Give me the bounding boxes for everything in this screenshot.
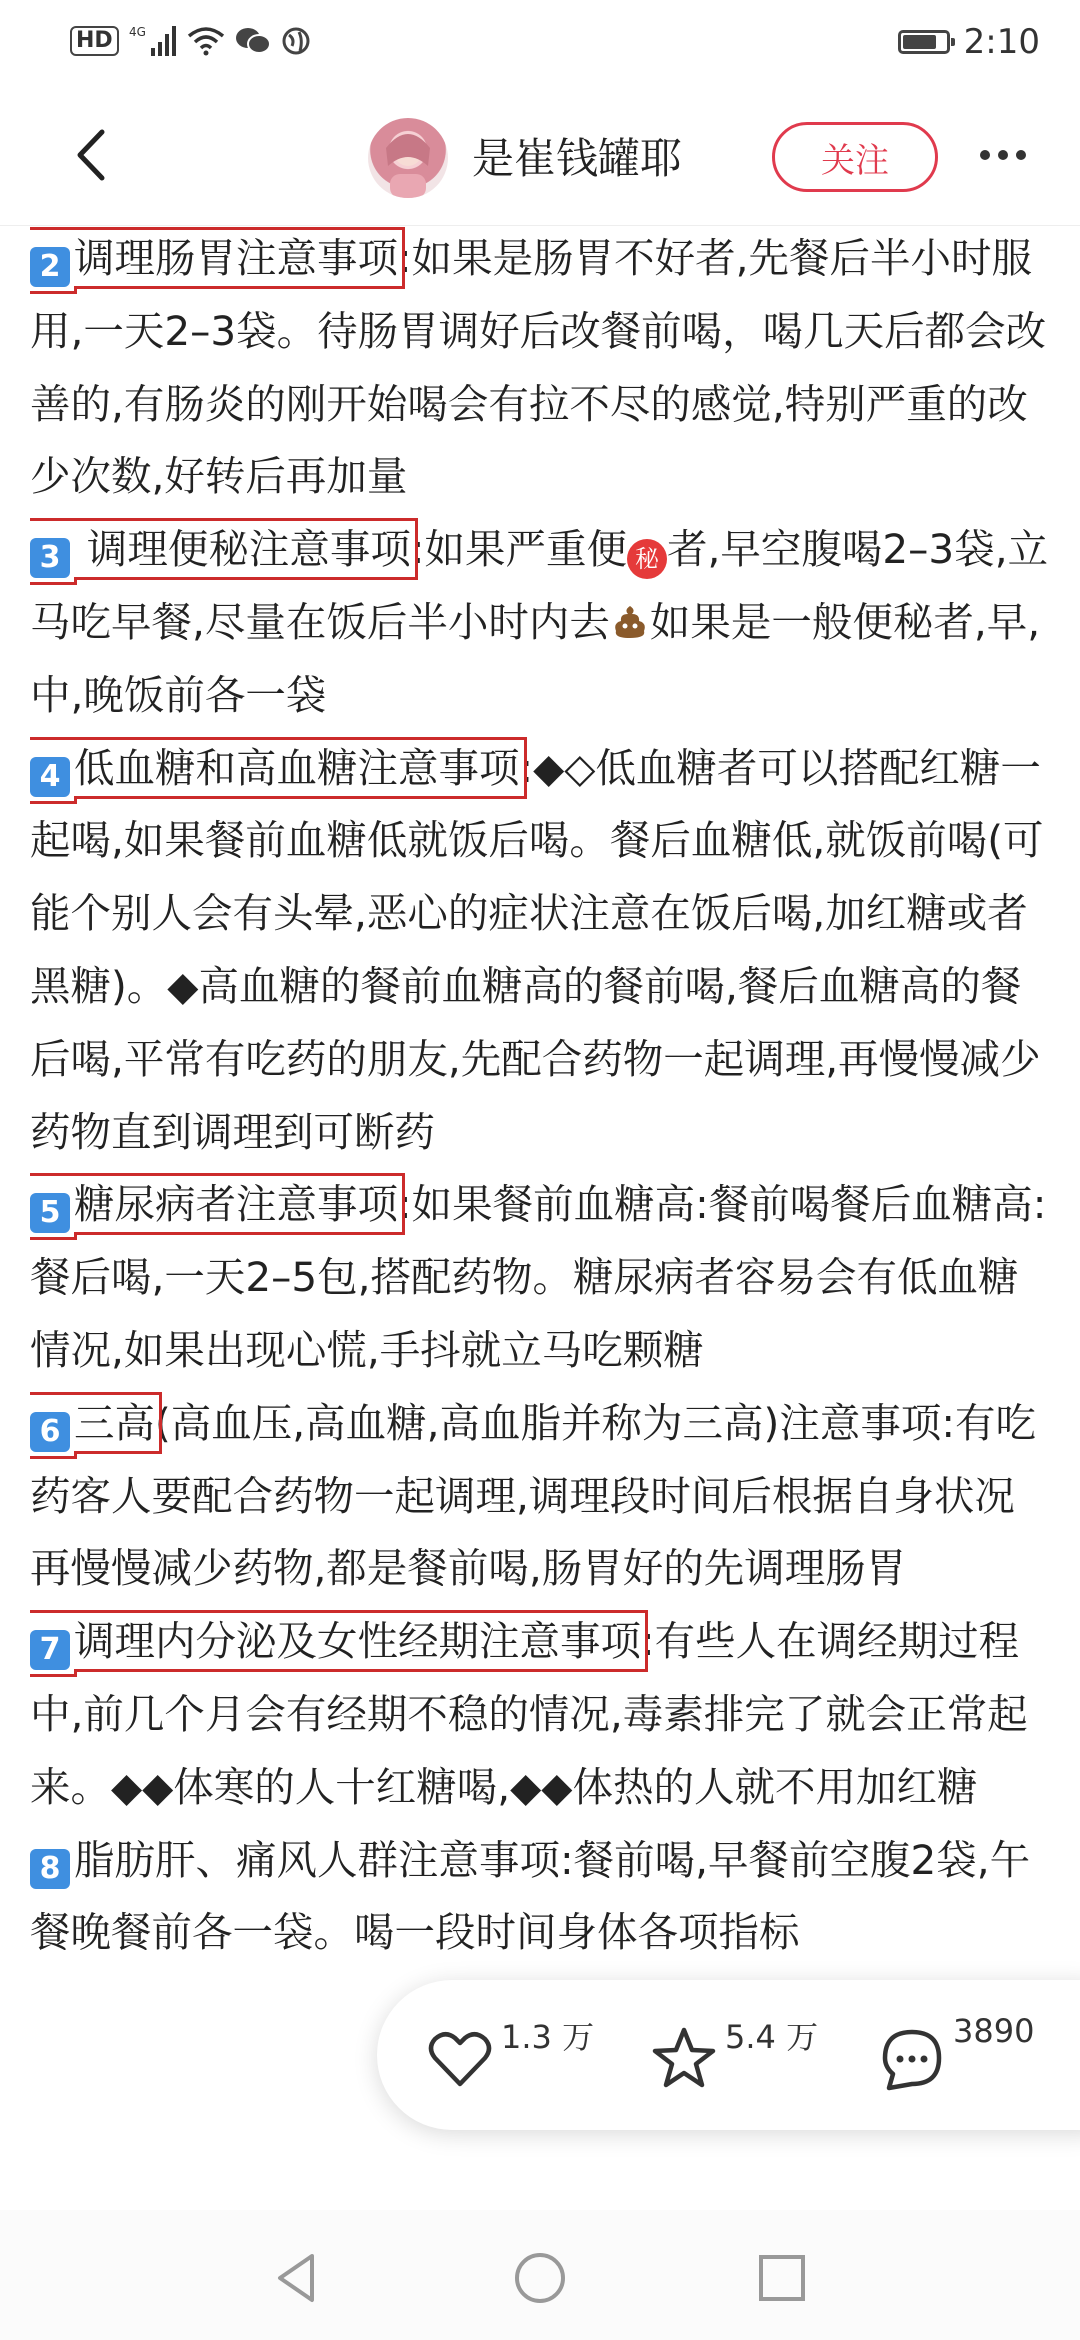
section-title-2: [30, 234, 398, 282]
nav-home-icon[interactable]: [510, 2248, 570, 2308]
secret-emoji-icon: 秘: [627, 539, 667, 579]
keycap-6-icon: 6: [30, 1412, 70, 1452]
keycap-5-icon: 5: [30, 1193, 70, 1233]
paragraph-body: :如果餐前血糖高:餐前喝餐后血糖高:餐后喝,一天2–5包,搭配药物。糖尿病者容易会有低血糖情况,如果出现心慌,手抖就立马吃颗糖: [30, 1180, 1047, 1374]
favorite-count: 5.4 万: [725, 2018, 819, 2056]
back-icon[interactable]: [60, 120, 130, 190]
keycap-7-icon: 7: [30, 1630, 70, 1670]
follow-button[interactable]: 关注: [772, 122, 938, 192]
avatar[interactable]: [368, 118, 448, 198]
nav-back-icon[interactable]: [268, 2248, 328, 2308]
more-options-icon[interactable]: [980, 140, 1040, 170]
paragraph-2: [30, 222, 1050, 513]
comment-count: 3890: [953, 2012, 1035, 2050]
keycap-4-icon: 4: [30, 757, 70, 797]
section-title-6: [30, 1399, 155, 1447]
section-title-5: [30, 1180, 398, 1231]
section-title-text: 三高: [74, 1398, 155, 1447]
section-title-text: 调理便秘注意事项: [74, 525, 411, 574]
favorite-button[interactable]: [649, 2010, 818, 2100]
paragraph-body: :◆◇低血糖者可以搭配红糖一起喝,如果餐前血糖低就饭后喝。餐后血糖低,就饭前喝(可能个别人会有头晕,恶心的症状注意在饭后喝,加红糖或者黑糖)。◆高血糖的餐前血糖高的餐前喝,餐后血糖高的餐后喝,平常有吃药的朋友,先配合药物一起调理,再慢慢减少药物直到调理到可断药: [30, 743, 1044, 1156]
system-nav-bar: [0, 2210, 1080, 2340]
comment-button[interactable]: [877, 2010, 1034, 2100]
paragraph-body: 脂肪肝、痛风人群注意事项:餐前喝,早餐前空腹2袋,午餐晚餐前各一袋。喝一段时间身体各项指标: [30, 1835, 1031, 1957]
signal-icon: [129, 24, 177, 58]
battery-fill: [903, 35, 937, 49]
section-title-7: [30, 1617, 641, 1668]
avatar-image: [368, 118, 448, 198]
signal-label: 4G: [128, 25, 146, 39]
status-right: [898, 22, 1040, 62]
status-bar: [0, 0, 1080, 90]
keycap-8-icon: 8: [30, 1849, 70, 1889]
clock: 2:10: [963, 22, 1040, 62]
wifi-icon: [187, 26, 225, 56]
paragraph-body: :如果严重便: [410, 525, 628, 574]
section-title-3: [30, 525, 411, 576]
hd-badge: HD: [70, 26, 119, 56]
engagement-bar: [377, 1980, 1080, 2130]
keycap-3-icon: 3: [30, 538, 70, 578]
paragraph-3: [30, 513, 1050, 731]
paragraph-6: [30, 1387, 1050, 1605]
paragraph-7: [30, 1605, 1050, 1823]
paragraph-body: (高血压,高血糖,高血脂并称为三高)注意事项:有吃药客人要配合药物一起调理,调理段时间后根据自身状况再慢慢减少药物,都是餐前喝,肠胃好的先调理肠胃: [30, 1398, 1036, 1593]
note-header: [0, 90, 1080, 226]
battery-icon: [898, 30, 950, 54]
section-title-4: [30, 744, 520, 792]
section-title-text: 糖尿病者注意事项: [74, 1180, 398, 1229]
paragraph-body: :有些人在调经期过程中,前几个月会有经期不稳的情况,毒素排完了就会正常起来。◆◆体寒的人十红糖喝,◆◆体热的人就不用加红糖: [30, 1617, 1028, 1811]
heart-icon: [425, 2024, 495, 2094]
section-title-text: 低血糖和高血糖注意事项: [74, 743, 520, 792]
paragraph-8: [30, 1824, 1050, 1970]
like-count: 1.3 万: [501, 2018, 595, 2056]
paragraph-body: 如果是一般便秘者,早,中,晚饭前各一袋: [30, 597, 1041, 719]
status-left: [70, 24, 311, 58]
note-content: [30, 222, 1050, 2212]
star-icon: [649, 2024, 719, 2094]
section-title-text: 调理内分泌及女性经期注意事项: [74, 1617, 641, 1666]
paragraph-4: [30, 732, 1050, 1169]
paragraph-body: 者,早空腹喝2–3袋,立马吃早餐,尽量在饭后半小时内去: [30, 525, 1049, 646]
author-name[interactable]: 是崔钱罐耶: [472, 134, 683, 183]
paragraph-5: [30, 1168, 1050, 1386]
paragraph-body: :如果是肠胃不好者,先餐后半小时服用,一天2–3袋。待肠胃调好后改餐前喝，喝几天后都会改善的,有肠炎的刚开始喝会有拉不尽的感觉,特别严重的改少次数,好转后再加量: [30, 234, 1047, 501]
section-title-text: 调理肠胃注意事项: [74, 234, 398, 282]
keycap-2-icon: 2: [30, 247, 70, 287]
poop-emoji-icon: [610, 602, 650, 642]
like-button[interactable]: [425, 2010, 594, 2100]
comment-icon: [877, 2024, 947, 2094]
nav-recents-icon[interactable]: [752, 2248, 812, 2308]
globe-icon: [281, 26, 311, 56]
wechat-icon: [235, 26, 271, 56]
